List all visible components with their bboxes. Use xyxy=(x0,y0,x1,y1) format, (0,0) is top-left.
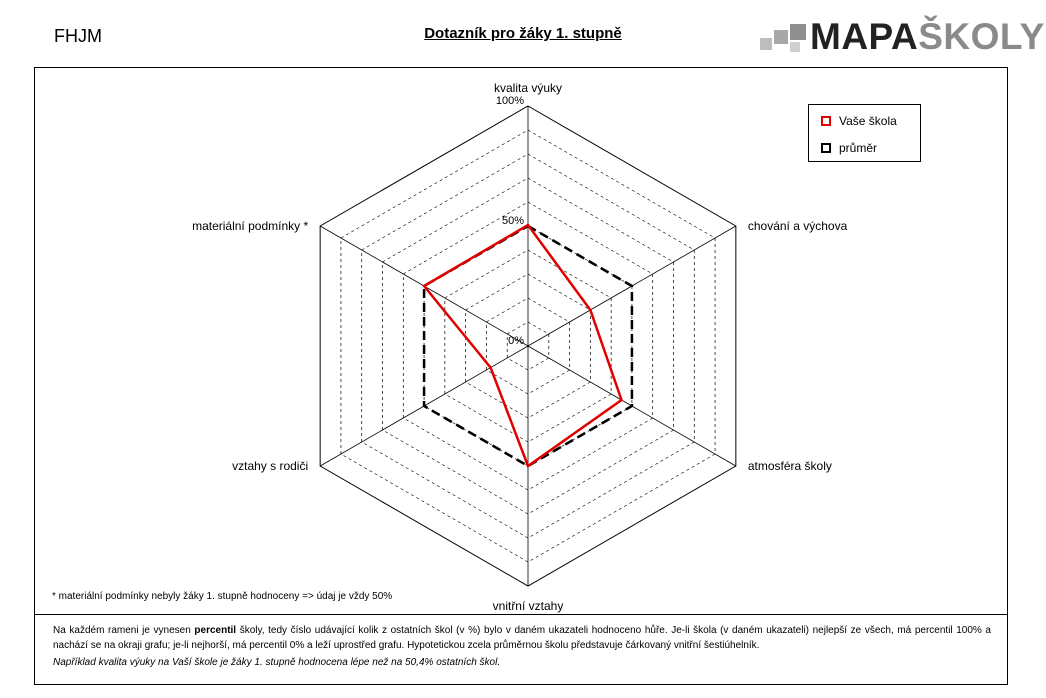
legend-label-average: průměr xyxy=(839,141,878,155)
footer-box xyxy=(34,615,1008,685)
legend-item-average xyxy=(821,141,877,155)
legend-swatch-average xyxy=(821,143,831,153)
tick-label: 50% xyxy=(501,215,524,227)
footer-example: Například kvalita výuky na Vaší škole je žáky 1. stupně hodnocena lépe než na 50,4% ostatních škol. xyxy=(53,657,501,668)
legend xyxy=(808,104,921,162)
axis-label: atmosféra školy xyxy=(747,459,832,473)
legend-swatch-school xyxy=(821,116,831,126)
footnote: * materiální podmínky nebyly žáky 1. stupně hodnoceny => údaj je vždy 50% xyxy=(52,591,393,602)
school-code: FHJM xyxy=(54,26,102,46)
logo-text: MAPAŠKOLY xyxy=(810,16,1045,57)
footer-explanation xyxy=(53,623,991,653)
legend-label-school: Vaše škola xyxy=(839,114,897,128)
footer-text-bold: percentil xyxy=(194,625,237,636)
axis-label: materiální podmínky * xyxy=(192,219,309,233)
tick-label: 0% xyxy=(508,335,524,347)
legend-item-school xyxy=(821,114,897,128)
axis-label: vztahy s rodiči xyxy=(232,459,309,473)
tick-label: 100% xyxy=(495,95,524,107)
footer-text-pre: Na každém rameni je vynesen xyxy=(53,625,195,636)
axis-label: kvalita výuky xyxy=(493,81,563,95)
page-title: Dotazník pro žáky 1. stupně xyxy=(424,25,622,42)
footer-text-post: školy, tedy číslo udávající kolik z ostatních škol (v %) bylo v daném ukazateli hodnoceno hůře. Je-li škola (v daném ukazateli) nejlepší ze všech, má percentil 100% a nachází se na okraji grafu; je-li nejhorší, má percentil 0% a leží uprostřed grafu. Hypotetickou zcela průměrnou školu představuje čárkovaný vnitřní šestiúhelník. xyxy=(53,625,991,651)
axis-label: chování a výchova xyxy=(747,219,848,233)
axis-label: vnitřní vztahy xyxy=(492,599,564,613)
